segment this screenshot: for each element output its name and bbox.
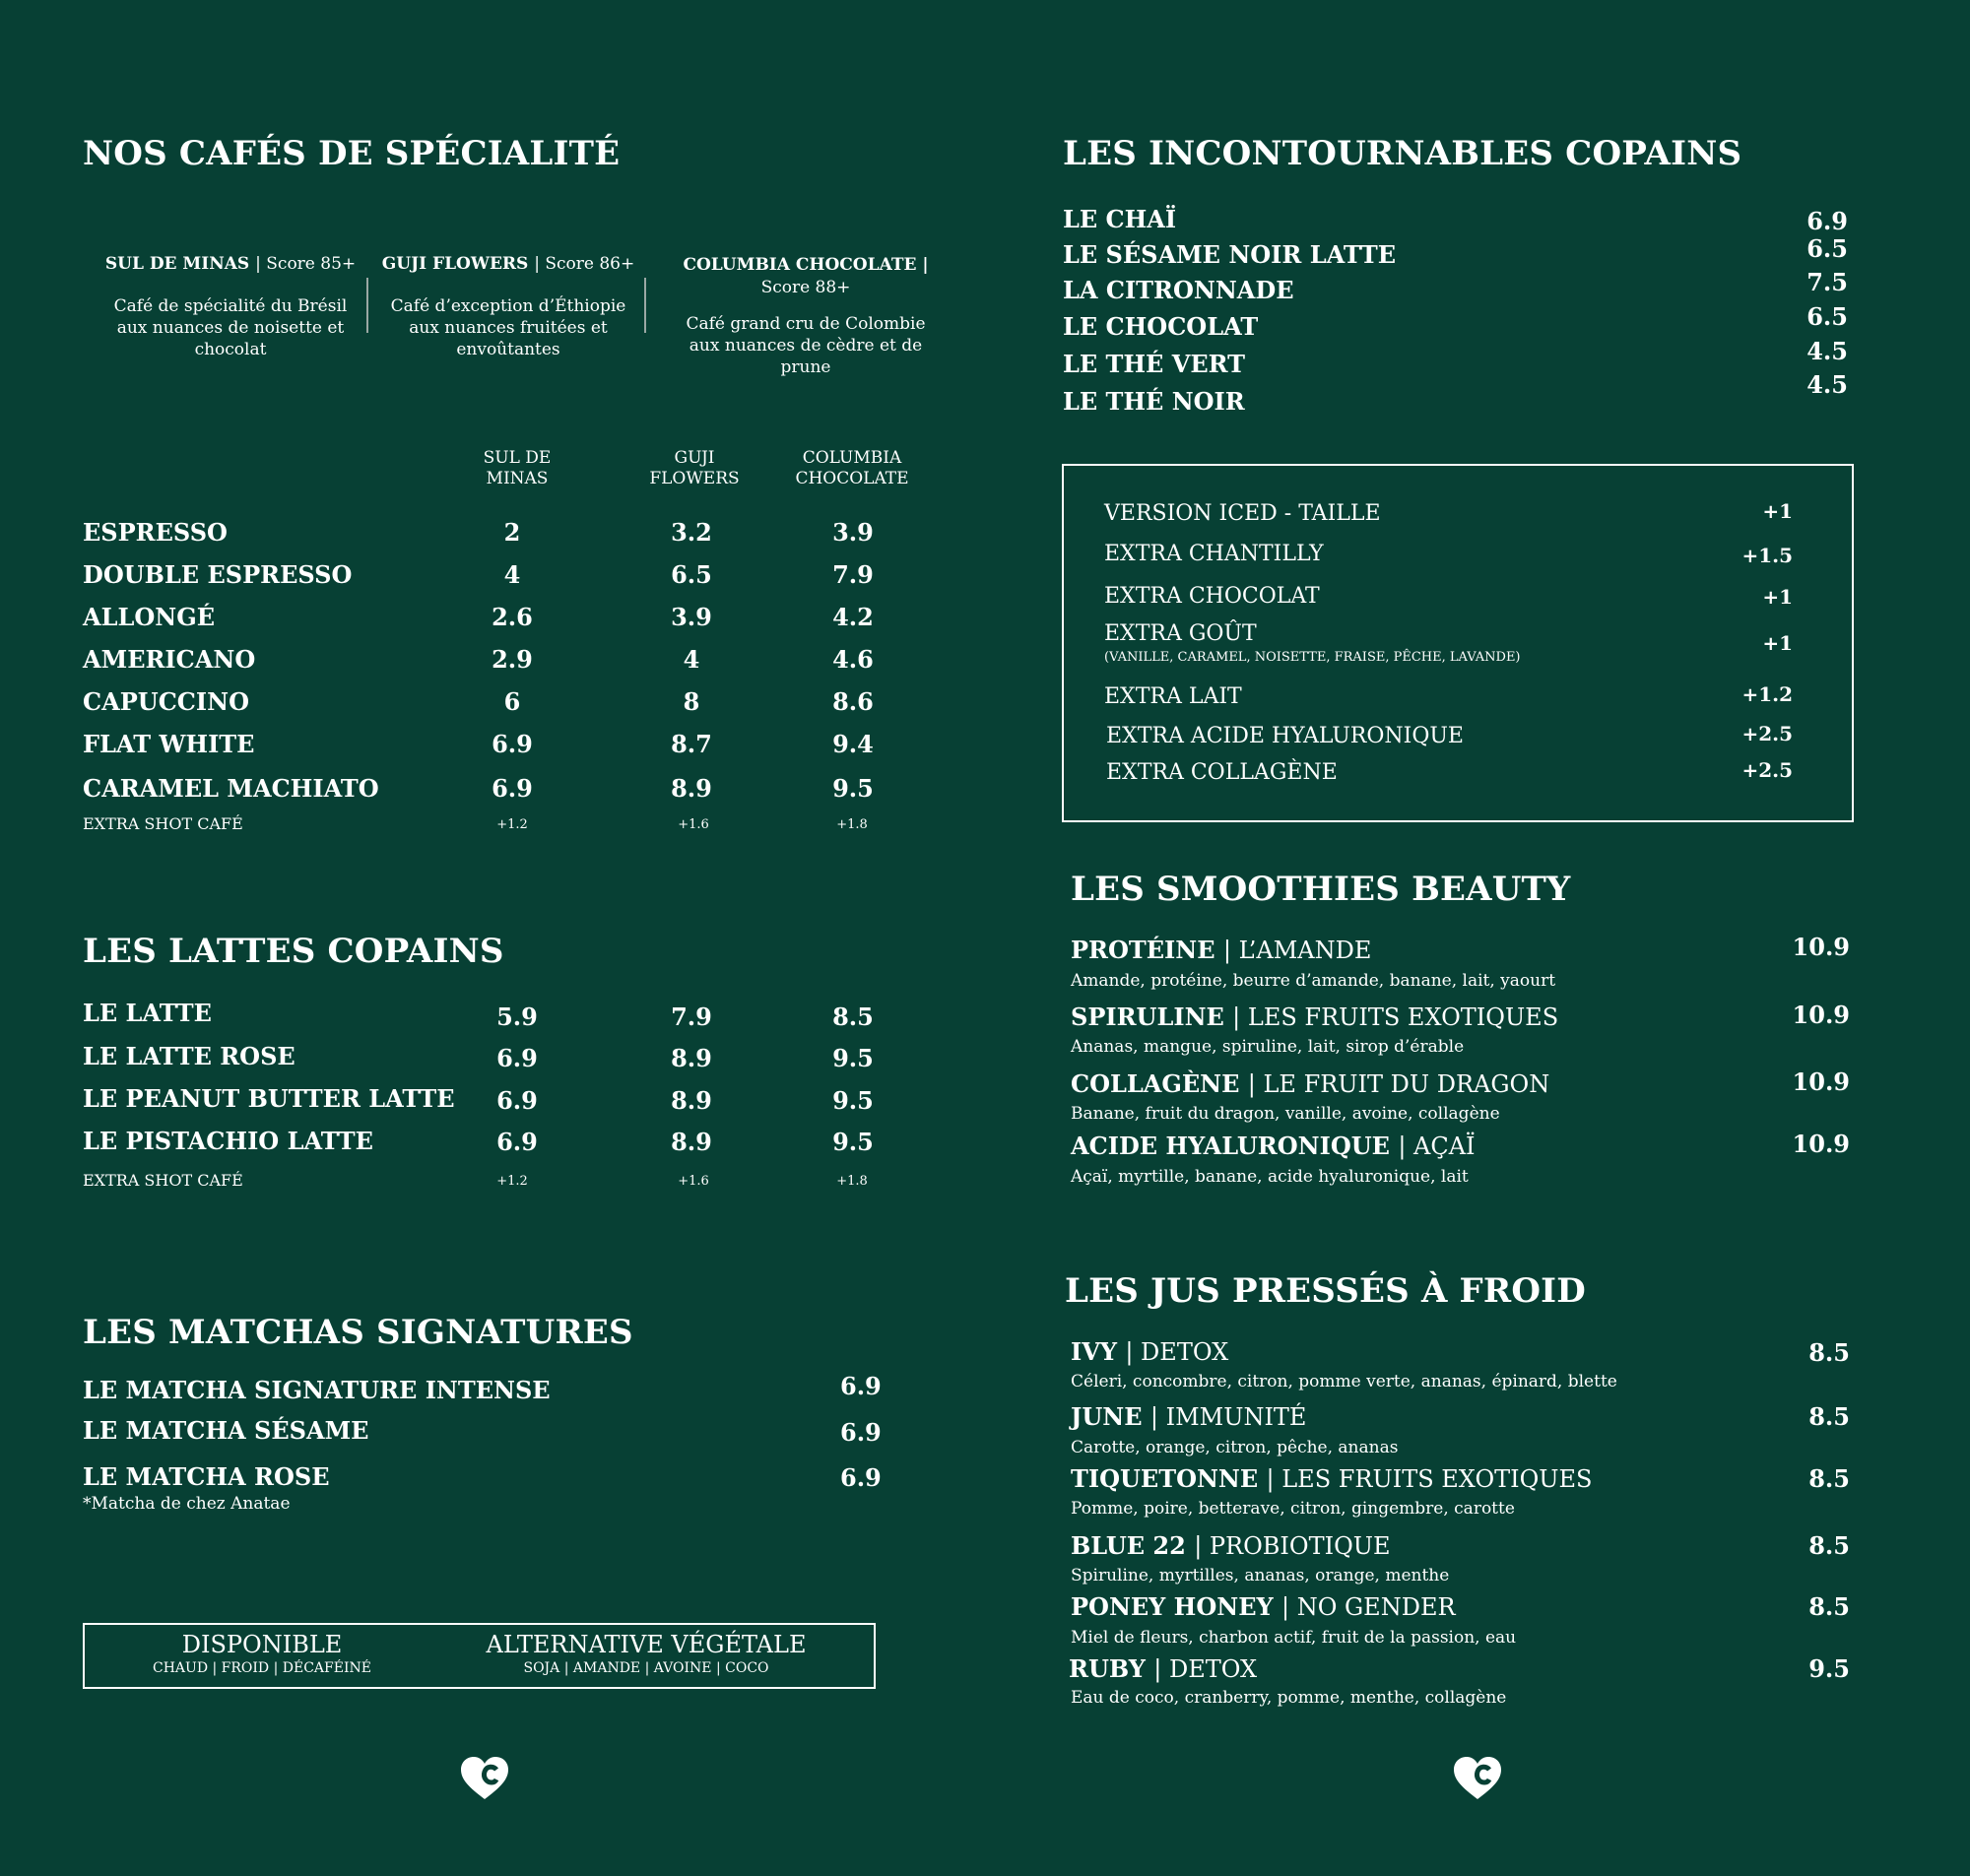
- item-name: FLAT WHITE: [83, 730, 255, 758]
- juice-flavor: | NO GENDER: [1280, 1593, 1456, 1621]
- item-name: AMERICANO: [83, 645, 256, 674]
- item-price: 6: [503, 687, 521, 716]
- item-name: ESPRESSO: [83, 518, 228, 547]
- extra-price: +1.8: [836, 817, 868, 832]
- smoothie-price: 10.9: [1792, 933, 1850, 961]
- copain-price: 6.5: [1806, 234, 1848, 263]
- item-price: 4: [503, 560, 521, 589]
- copain-name: LE THÉ NOIR: [1063, 387, 1245, 416]
- item-name: DOUBLE ESPRESSO: [83, 560, 353, 589]
- item-price: 8.6: [832, 687, 874, 716]
- item-name: ALLONGÉ: [83, 603, 216, 631]
- smoothie-flavor: | AÇAÏ: [1398, 1132, 1476, 1160]
- item-name: LE PEANUT BUTTER LATTE: [83, 1084, 455, 1113]
- juice-flavor: | PROBIOTIQUE: [1194, 1532, 1391, 1560]
- extra-price: +2.5: [1741, 758, 1793, 782]
- item-price: 6.9: [496, 1086, 538, 1115]
- matchas-title: LES MATCHAS SIGNATURES: [83, 1313, 633, 1352]
- item-price: 7.9: [671, 1003, 712, 1031]
- juice-desc: Céleri, concombre, citron, pomme verte, ananas, épinard, blette: [1071, 1372, 1617, 1391]
- smoothie-price: 10.9: [1792, 1067, 1850, 1096]
- col-header-sul-de-minas: SUL DE MINAS: [483, 448, 552, 488]
- juice-name: RUBY: [1069, 1654, 1146, 1683]
- item-price: 9.5: [832, 1044, 874, 1072]
- item-price: 6.5: [671, 560, 712, 589]
- availability-left-title: DISPONIBLE: [181, 1631, 343, 1658]
- item-price: 9.5: [832, 1086, 874, 1115]
- origin-name: COLUMBIA CHOCOLATE |: [683, 255, 929, 275]
- item-name: LE LATTE: [83, 999, 212, 1027]
- juice-price: 8.5: [1808, 1338, 1850, 1367]
- extra-name: EXTRA LAIT: [1104, 684, 1242, 709]
- extra-name: EXTRA CHANTILLY: [1104, 542, 1324, 566]
- origin-desc: Café d’exception d’Éthiopie aux nuances fruitées et envoûtantes: [390, 296, 626, 359]
- item-price: 7.9: [832, 560, 874, 589]
- juice-desc: Pomme, poire, betterave, citron, gingembre, carotte: [1071, 1499, 1515, 1519]
- juice-flavor: | LES FRUITS EXOTIQUES: [1266, 1465, 1593, 1493]
- copain-price: 4.5: [1806, 337, 1848, 365]
- extra-name: EXTRA CHOCOLAT: [1104, 584, 1320, 609]
- item-price: 9.5: [832, 774, 874, 803]
- item-price: 4: [683, 645, 700, 674]
- juice-name: BLUE 22: [1071, 1531, 1186, 1560]
- item-price: 2.6: [492, 603, 533, 631]
- extra-sub: (VANILLE, CARAMEL, NOISETTE, FRAISE, PÊCHE, LAVANDE): [1104, 650, 1521, 665]
- smoothie-desc: Banane, fruit du dragon, vanille, avoine, collagène: [1071, 1104, 1500, 1124]
- col-header-columbia-chocolate: COLUMBIA CHOCOLATE: [795, 448, 909, 488]
- item-price: 4.6: [832, 645, 874, 674]
- item-name: CARAMEL MACHIATO: [83, 774, 379, 803]
- availability-right-sub: SOJA | AMANDE | AVOINE | COCO: [523, 1660, 769, 1676]
- copain-name: LE THÉ VERT: [1063, 350, 1246, 378]
- copain-name: LA CITRONNADE: [1063, 276, 1294, 304]
- origin-divider: [366, 278, 368, 333]
- extras-box: [1062, 464, 1854, 822]
- smoothie-name: PROTÉINE: [1071, 936, 1215, 964]
- smoothie-flavor: | LE FRUIT DU DRAGON: [1247, 1070, 1550, 1098]
- smoothie-name: SPIRULINE: [1071, 1003, 1224, 1031]
- juice-price: 9.5: [1808, 1654, 1850, 1683]
- availability-left-sub: CHAUD | FROID | DÉCAFÉINÉ: [153, 1660, 371, 1676]
- juice-flavor: | DETOX: [1153, 1655, 1258, 1683]
- juice-name: TIQUETONNE: [1071, 1464, 1259, 1493]
- matcha-name: LE MATCHA SÉSAME: [83, 1416, 369, 1445]
- extra-price: +1: [1762, 499, 1793, 523]
- item-price: 8.9: [671, 1044, 712, 1072]
- item-price: 8.9: [671, 774, 712, 803]
- origin-name: GUJI FLOWERS: [381, 254, 529, 274]
- extra-name: EXTRA ACIDE HYALURONIQUE: [1106, 724, 1464, 748]
- extra-price: +1: [1762, 585, 1793, 609]
- copain-price: 6.5: [1806, 302, 1848, 331]
- juice-flavor: | DETOX: [1125, 1338, 1229, 1366]
- extra-price: +1.2: [496, 817, 528, 832]
- juice-desc: Spiruline, myrtilles, ananas, orange, menthe: [1071, 1566, 1450, 1585]
- item-name: LE PISTACHIO LATTE: [83, 1127, 373, 1155]
- copain-price: 7.5: [1806, 268, 1848, 296]
- item-price: 2: [503, 518, 521, 547]
- extra-price: +1: [1762, 631, 1793, 655]
- copain-price: 4.5: [1806, 370, 1848, 399]
- smoothies-title: LES SMOOTHIES BEAUTY: [1071, 870, 1571, 909]
- item-price: 3.9: [671, 603, 712, 631]
- smoothie-name: ACIDE HYALURONIQUE: [1071, 1132, 1390, 1160]
- item-price: 8.9: [671, 1086, 712, 1115]
- item-price: 3.9: [832, 518, 874, 547]
- extra-price: +1.6: [678, 817, 709, 832]
- origin-divider: [644, 278, 646, 333]
- extra-name: VERSION ICED - TAILLE: [1104, 501, 1381, 526]
- item-name: CAPUCCINO: [83, 687, 249, 716]
- juice-price: 8.5: [1808, 1402, 1850, 1431]
- copain-price: 6.9: [1806, 207, 1848, 235]
- item-price: 6.9: [496, 1044, 538, 1072]
- origin-desc: Café grand cru de Colombie aux nuances de cèdre et de prune: [686, 314, 926, 377]
- smoothie-desc: Ananas, mangue, spiruline, lait, sirop d’érable: [1071, 1037, 1465, 1057]
- item-price: 4.2: [832, 603, 874, 631]
- juice-flavor: | IMMUNITÉ: [1149, 1403, 1307, 1431]
- copain-name: LE CHOCOLAT: [1063, 312, 1259, 341]
- matcha-price: 6.9: [840, 1418, 882, 1447]
- juice-name: JUNE: [1071, 1402, 1143, 1431]
- juice-price: 8.5: [1808, 1464, 1850, 1493]
- matcha-name: LE MATCHA SIGNATURE INTENSE: [83, 1376, 551, 1404]
- smoothie-desc: Açaï, myrtille, banane, acide hyaluronique, lait: [1071, 1167, 1469, 1187]
- item-price: 3.2: [671, 518, 712, 547]
- juice-name: PONEY HONEY: [1071, 1592, 1274, 1621]
- matcha-name: LE MATCHA ROSE: [83, 1462, 330, 1491]
- item-price: 6.9: [492, 730, 533, 758]
- item-price: 8.5: [832, 1003, 874, 1031]
- col-header-guji-flowers: GUJI FLOWERS: [649, 448, 740, 488]
- availability-right-title: ALTERNATIVE VÉGÉTALE: [486, 1631, 807, 1658]
- availability-box: [83, 1623, 876, 1689]
- origin-score: | Score 86+: [534, 254, 635, 274]
- heart-c-logo-icon: [1452, 1756, 1503, 1801]
- item-price: 9.5: [832, 1128, 874, 1156]
- item-price: 6.9: [496, 1128, 538, 1156]
- extra-price: +1.2: [1741, 682, 1793, 706]
- copain-name: LE SÉSAME NOIR LATTE: [1063, 240, 1397, 269]
- extra-name: EXTRA SHOT CAFÉ: [83, 1171, 243, 1190]
- origin-guji-flowers: [380, 254, 636, 360]
- origin-score: Score 88+: [760, 278, 851, 297]
- smoothie-flavor: | L’AMANDE: [1222, 937, 1372, 964]
- extra-name: EXTRA SHOT CAFÉ: [83, 814, 243, 833]
- juice-name: IVY: [1071, 1337, 1117, 1366]
- juice-desc: Eau de coco, cranberry, pomme, menthe, collagène: [1071, 1688, 1507, 1708]
- origin-sul-de-minas: [102, 254, 359, 360]
- matcha-price: 6.9: [840, 1372, 882, 1400]
- item-price: 5.9: [496, 1003, 538, 1031]
- smoothie-desc: Amande, protéine, beurre d’amande, banane, lait, yaourt: [1071, 971, 1556, 991]
- heart-c-logo-icon: [459, 1756, 510, 1801]
- copains-title: LES INCONTOURNABLES COPAINS: [1063, 134, 1742, 173]
- extra-name: EXTRA COLLAGÈNE: [1106, 760, 1338, 785]
- matcha-note: *Matcha de chez Anatae: [83, 1494, 291, 1514]
- extra-price: +2.5: [1741, 722, 1793, 745]
- juice-price: 8.5: [1808, 1592, 1850, 1621]
- juice-price: 8.5: [1808, 1531, 1850, 1560]
- smoothie-flavor: | LES FRUITS EXOTIQUES: [1232, 1003, 1559, 1031]
- extra-name: EXTRA GOÛT: [1104, 621, 1257, 646]
- item-price: 8.9: [671, 1128, 712, 1156]
- juice-desc: Carotte, orange, citron, pêche, ananas: [1071, 1438, 1399, 1457]
- extra-price: +1.5: [1741, 544, 1793, 567]
- lattes-title: LES LATTES COPAINS: [83, 932, 504, 971]
- origin-desc: Café de spécialité du Brésil aux nuances de noisette et chocolat: [113, 296, 348, 359]
- extra-price: +1.8: [836, 1174, 868, 1189]
- origin-name: SUL DE MINAS: [104, 254, 250, 274]
- matcha-price: 6.9: [840, 1463, 882, 1492]
- juices-title: LES JUS PRESSÉS À FROID: [1065, 1271, 1586, 1311]
- juice-desc: Miel de fleurs, charbon actif, fruit de la passion, eau: [1071, 1628, 1517, 1648]
- item-price: 8.7: [671, 730, 712, 758]
- specialty-title: NOS CAFÉS DE SPÉCIALITÉ: [83, 134, 621, 173]
- extra-price: +1.2: [496, 1174, 528, 1189]
- smoothie-price: 10.9: [1792, 1130, 1850, 1158]
- origin-columbia-chocolate: [678, 254, 934, 378]
- item-price: 9.4: [832, 730, 874, 758]
- item-name: LE LATTE ROSE: [83, 1042, 296, 1070]
- item-price: 2.9: [492, 645, 533, 674]
- copain-name: LE CHAÏ: [1063, 205, 1177, 233]
- extra-price: +1.6: [678, 1174, 709, 1189]
- origin-score: | Score 85+: [255, 254, 357, 274]
- smoothie-price: 10.9: [1792, 1001, 1850, 1029]
- item-price: 6.9: [492, 774, 533, 803]
- item-price: 8: [683, 687, 700, 716]
- smoothie-name: COLLAGÈNE: [1071, 1069, 1240, 1098]
